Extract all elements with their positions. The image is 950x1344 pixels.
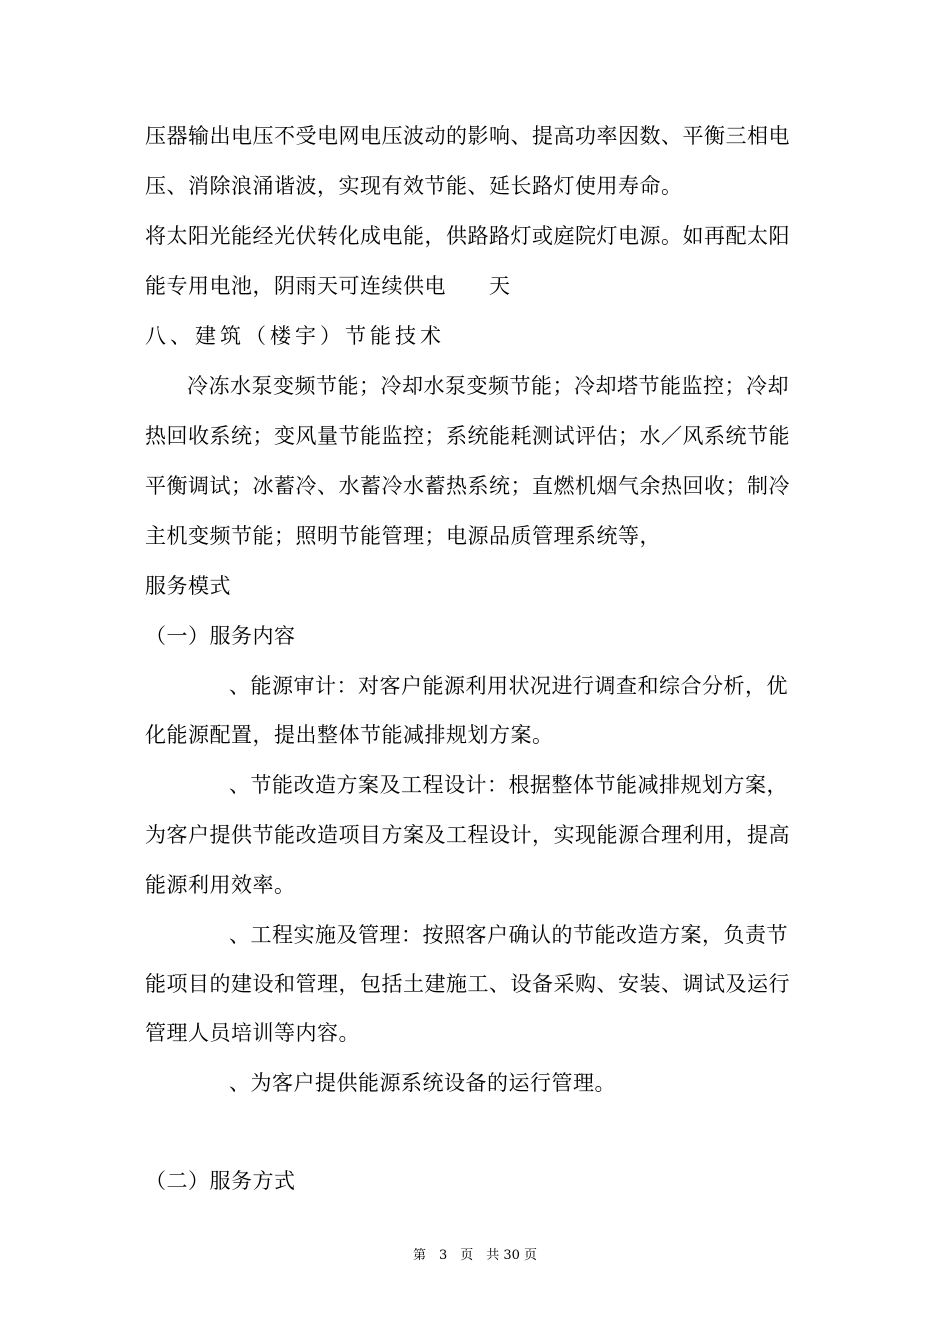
list-item-line: 、为客户提供能源系统设备的运行管理。	[229, 1071, 616, 1095]
subsection-heading: （二）服务方式	[145, 1169, 296, 1193]
paragraph-line: 平衡调试；冰蓄冷、水蓄冷水蓄热系统；直燃机烟气余热回收；制冷	[145, 474, 790, 498]
list-item-line: 、能源审计：对客户能源利用状况进行调查和综合分析，优	[229, 674, 788, 698]
list-item-line: 能源利用效率。	[145, 873, 296, 897]
list-item-line: 、工程实施及管理：按照客户确认的节能改造方案，负责节	[229, 923, 788, 947]
paragraph-line: 压器输出电压不受电网电压波动的影响、提高功率因数、平衡三相电	[145, 124, 790, 148]
list-item-line: 能项目的建设和管理，包括土建施工、设备采购、安装、调试及运行	[145, 972, 790, 996]
paragraph-line: 主机变频节能；照明节能管理；电源品质管理系统等，	[145, 524, 661, 548]
list-item-line: 化能源配置，提出整体节能减排规划方案。	[145, 723, 554, 747]
subsection-heading: （一）服务内容	[145, 624, 296, 648]
page-footer: 第 3 页 共 30 页	[412, 1248, 538, 1263]
paragraph-line: 将太阳光能经光伏转化成电能，供路路灯或庭院灯电源。如再配太阳	[145, 224, 790, 248]
section-heading: 服务模式	[145, 574, 231, 598]
paragraph-line: 能专用电池，阴雨天可连续供电 天	[145, 274, 511, 298]
section-heading: 八、建筑（楼宇）节能技术	[145, 324, 445, 348]
list-item-line: 管理人员培训等内容。	[145, 1021, 360, 1045]
paragraph-line: 压、消除浪涌谐波，实现有效节能、延长路灯使用寿命。	[145, 174, 683, 198]
list-item-line: 、节能改造方案及工程设计：根据整体节能减排规划方案，	[229, 773, 788, 797]
paragraph-line: 冷冻水泵变频节能；冷却水泵变频节能；冷却塔节能监控；冷却	[187, 374, 789, 398]
paragraph-line: 热回收系统；变风量节能监控；系统能耗测试评估；水／风系统节能	[145, 424, 790, 448]
list-item-line: 为客户提供节能改造项目方案及工程设计，实现能源合理利用，提高	[145, 823, 790, 847]
